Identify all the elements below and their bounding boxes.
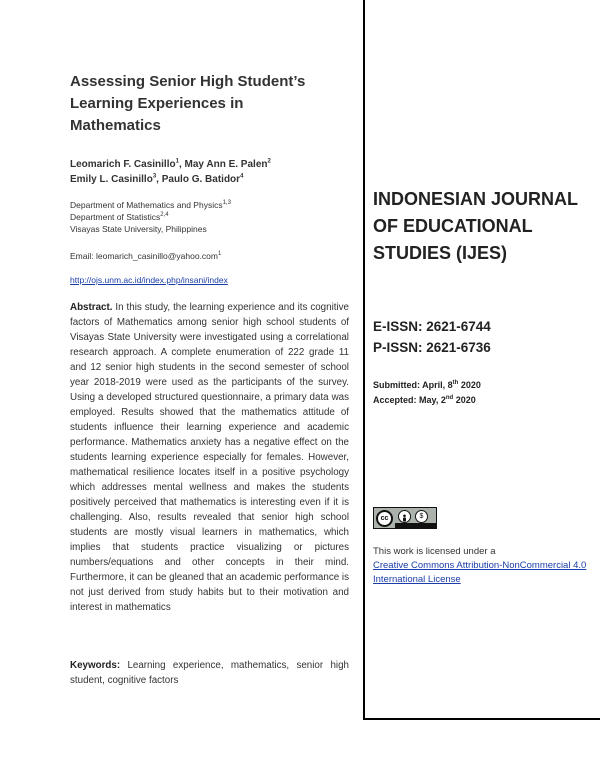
affiliation-stat-mark: 2,4: [160, 212, 169, 219]
keywords: [70, 658, 349, 688]
abstract-text: In this study, the learning experience and its cognitive factors of Mathematics among senior high school students of Visayas State University were investigated using a correlational research approach. A complete enumeration of 222 grade 11 and 12 senior high students in the second semester of school year 2018-2019 were used as the participants of the survey. Using a developed structured questionnaire, a primary data was employed. Results showed that the mathematics attitude of students influence their learning experience and academic performance. Mathematics anxiety has a negative effect on the students learning experience especially for females. However, mathematical resilience locates itself in a positive psychology which addresses mental wellness and makes the students positively perceived that mathematics is interesting even if it is challenging. Also, results revealed that senior high school students are mostly visual learners in mathematics, which implies that students practice visualizing or pictures numbers/equations and other concepts in their mind. Furthermore, it can be gleaned that an academic performance is not just derived from study habits but to their motivation and interest in mathematics: [70, 302, 349, 613]
keywords-text: Learning experience, mathematics, senior high student, cognitive factors: [70, 660, 349, 686]
author-4: Paulo G. Batidor: [161, 174, 241, 185]
journal-info-frame: [363, 0, 600, 720]
issn-block: [373, 316, 593, 358]
pissn: P-ISSN: 2621-6736: [373, 340, 491, 355]
article-title: Assessing Senior High Student’s Learning Experiences in Mathematics: [70, 73, 306, 134]
affiliation-stat: Department of Statistics: [70, 212, 161, 222]
affiliations: [70, 199, 340, 235]
license-text: This work is licensed under a: [373, 546, 496, 557]
abstract: [70, 300, 349, 615]
license-notice: [373, 545, 593, 587]
abstract-label: Abstract.: [70, 302, 113, 313]
accepted-date: Accepted: May, 2nd 2020: [373, 395, 476, 405]
person-icon: [398, 510, 411, 523]
affiliation-math: Department of Mathematics and Physics: [70, 200, 223, 210]
email-mark: 1: [218, 251, 222, 258]
author-2: May Ann E. Palen: [184, 159, 268, 170]
email-text: Email: leomarich_casinillo@yahoo.com: [70, 251, 218, 261]
author-4-affil-mark: 4: [240, 173, 244, 180]
author-3: Emily L. Casinillo: [70, 174, 153, 185]
eissn: E-ISSN: 2621-6744: [373, 319, 491, 334]
submission-dates: [373, 378, 593, 408]
author-1: Leomarich F. Casinillo: [70, 159, 176, 170]
author-1-affil-mark: 1: [175, 158, 179, 165]
cc-icon: cc: [376, 510, 393, 527]
author-3-affil-mark: 3: [152, 173, 157, 180]
submitted-date: Submitted: April, 8th 2020: [373, 380, 481, 390]
corresponding-email: [70, 250, 221, 262]
journal-url-link[interactable]: http://ojs.unm.ac.id/index.php/insani/index: [70, 275, 228, 285]
author-list: Leomarich F. Casinillo$^1$, May Ann E. Palen$^2$ Emily L. Casinillo$^3$, Paulo G. Batidor$^4$: [70, 158, 271, 185]
noncommercial-icon: $: [415, 510, 428, 523]
license-link[interactable]: Creative Commons Attribution-NonCommercial 4.0 International License: [373, 560, 587, 585]
journal-name: INDONESIAN JOURNAL OF EDUCATIONAL STUDIES (IJES): [373, 189, 578, 263]
keywords-label: Keywords:: [70, 660, 121, 671]
badge-strip: [395, 523, 436, 528]
cc-by-nc-license-badge[interactable]: [373, 507, 437, 529]
affiliation-math-mark: 1,3: [222, 200, 231, 207]
affiliation-university: Visayas State University, Philippines: [70, 224, 207, 234]
author-2-affil-mark: 2: [267, 158, 271, 165]
